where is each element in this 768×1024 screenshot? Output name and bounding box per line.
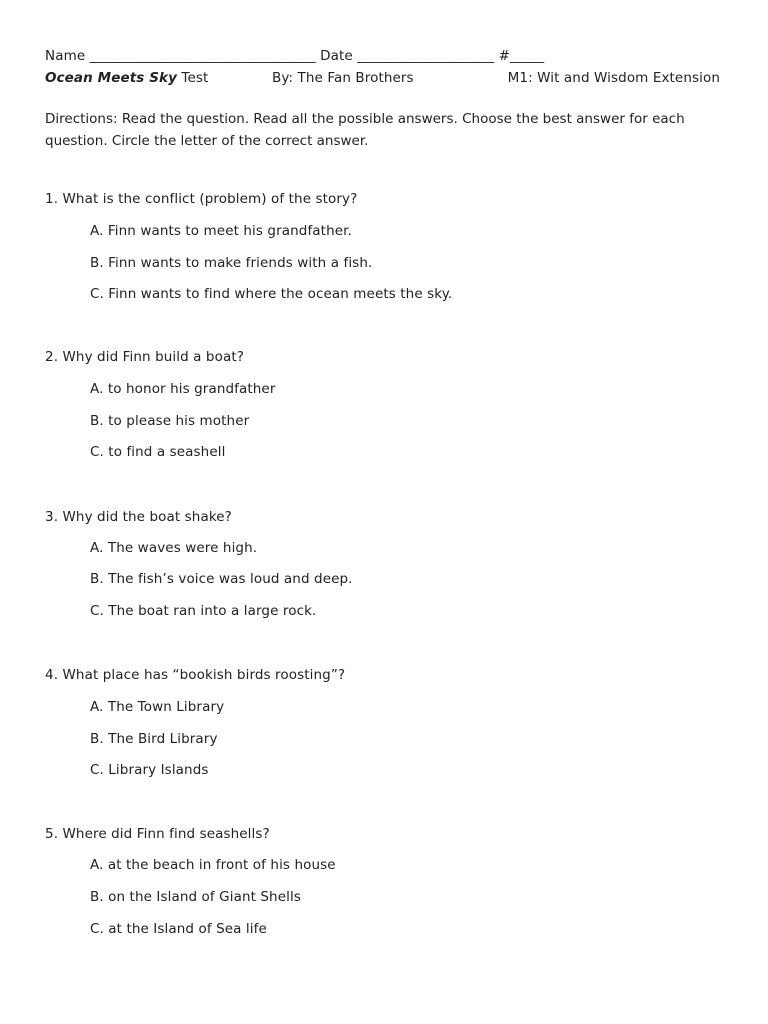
question-4: 4. What place has “bookish birds roosting”? [45,667,346,683]
directions-text: Directions: Read the question. Read all the possible answers. Choose the best answer for each question. Circle the letter of the correct answer. [45,111,685,149]
question-5-option-a[interactable]: A. at the beach in front of his house [90,857,336,873]
byline [272,70,414,86]
date-label: Date [320,48,353,64]
number-blank: #_____ [498,48,545,64]
question-2: 2. Why did Finn build a boat? [45,349,244,365]
question-5-option-c[interactable]: C. at the Island of Sea life [90,921,267,937]
question-1: 1. What is the conflict (problem) of the story? [45,191,358,207]
question-1-option-c[interactable]: C. Finn wants to find where the ocean meets the sky. [90,286,453,302]
question-4-option-b[interactable]: B. The Bird Library [90,731,218,747]
name-label: Name [45,48,86,64]
name-blank: _________________________________ [89,48,316,64]
question-3: 3. Why did the boat shake? [45,509,232,525]
question-4-option-a[interactable]: A. The Town Library [90,699,225,715]
question-3-option-c[interactable]: C. The boat ran into a large rock. [90,603,317,619]
byline-label: By: [272,70,294,86]
question-1-option-a[interactable]: A. Finn wants to meet his grandfather. [90,223,352,239]
question-3-option-a[interactable]: A. The waves were high. [90,540,258,556]
question-2-option-c[interactable]: C. to find a seashell [90,444,226,460]
question-2-option-a[interactable]: A. to honor his grandfather [90,381,276,397]
test-label: Test [177,70,209,86]
book-title: Ocean Meets Sky [45,70,177,86]
date-blank: ____________________ [357,48,495,64]
question-5-option-b[interactable]: B. on the Island of Giant Shells [90,889,301,905]
student-info-row [45,48,720,64]
unit-prefix: M1: [507,70,533,86]
test-title-row [45,70,720,86]
unit-name: Wit and Wisdom Extension [537,70,720,86]
unit-label [508,70,720,86]
question-4-option-c[interactable]: C. Library Islands [90,762,209,778]
question-2-option-b[interactable]: B. to please his mother [90,413,250,429]
byline-author: The Fan Brothers [297,70,414,86]
question-5: 5. Where did Finn find seashells? [45,826,270,842]
question-1-option-b[interactable]: B. Finn wants to make friends with a fish. [90,255,373,271]
question-3-option-b[interactable]: B. The fish’s voice was loud and deep. [90,571,353,587]
